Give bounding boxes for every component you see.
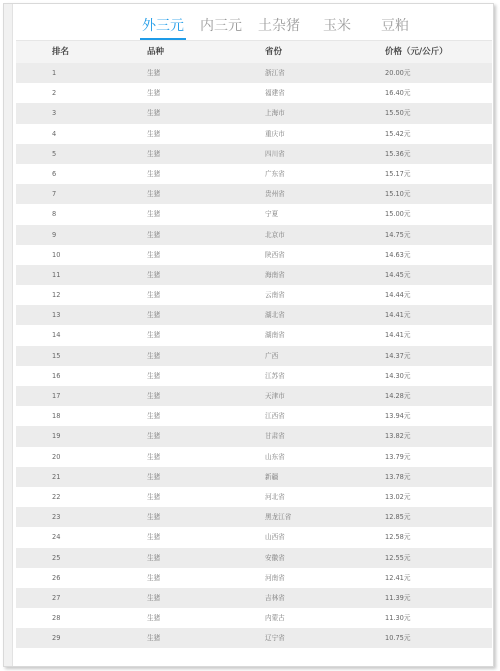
rank-cell: 14 (52, 331, 61, 340)
table-row (16, 245, 492, 265)
tab-corn[interactable]: 玉米 (323, 18, 351, 34)
rank-cell: 19 (52, 432, 61, 441)
rank-cell: 25 (52, 553, 61, 562)
table-row (16, 124, 492, 144)
price-cell: 11.30元 (385, 614, 411, 623)
table-row (16, 426, 492, 446)
table-row (16, 447, 492, 467)
tab-nei-san-yuan[interactable]: 内三元 (200, 18, 242, 34)
table-row (16, 184, 492, 204)
province-cell: 北京市 (265, 230, 285, 239)
province-cell: 四川省 (265, 149, 285, 158)
table-row (16, 83, 492, 103)
rank-cell: 11 (52, 270, 61, 279)
price-cell: 14.37元 (385, 351, 411, 360)
table-row (16, 225, 492, 245)
breed-cell: 生猪 (147, 169, 161, 178)
tab-wai-san-yuan[interactable]: 外三元 (134, 16, 192, 38)
price-cell: 15.00元 (385, 210, 411, 219)
table-row (16, 164, 492, 184)
left-scroll-rail[interactable] (4, 4, 13, 666)
price-cell: 15.50元 (385, 109, 411, 118)
breed-cell: 生猪 (147, 573, 161, 582)
table-row (16, 507, 492, 527)
table-row (16, 487, 492, 507)
breed-cell: 生猪 (147, 270, 161, 279)
table-row (16, 406, 492, 426)
table-row (16, 527, 492, 547)
rank-cell: 29 (52, 634, 61, 643)
province-cell: 山西省 (265, 533, 285, 542)
province-cell: 湖北省 (265, 311, 285, 320)
province-cell: 江苏省 (265, 371, 285, 380)
breed-cell: 生猪 (147, 371, 161, 380)
breed-cell: 生猪 (147, 250, 161, 259)
rank-cell: 3 (52, 109, 57, 118)
breed-cell: 生猪 (147, 513, 161, 522)
price-cell: 14.41元 (385, 311, 411, 320)
price-cell: 15.42元 (385, 129, 411, 138)
rank-cell: 27 (52, 593, 61, 602)
table-row (16, 467, 492, 487)
price-cell: 10.75元 (385, 634, 411, 643)
price-cell: 12.41元 (385, 573, 411, 582)
price-cell: 15.10元 (385, 190, 411, 199)
breed-cell: 生猪 (147, 109, 161, 118)
breed-cell: 生猪 (147, 614, 161, 623)
price-cell: 14.28元 (385, 392, 411, 400)
price-cell: 12.85元 (385, 513, 411, 522)
price-cell: 13.94元 (385, 412, 411, 421)
table-row (16, 63, 492, 83)
rank-cell: 1 (52, 69, 57, 77)
rank-cell: 10 (52, 250, 61, 259)
breed-cell: 生猪 (147, 553, 161, 562)
rank-cell: 6 (52, 169, 57, 178)
price-cell: 14.45元 (385, 270, 411, 279)
breed-cell: 生猪 (147, 351, 161, 360)
rank-cell: 2 (52, 89, 57, 98)
price-cell: 20.00元 (385, 69, 411, 77)
province-cell: 甘肃省 (265, 432, 285, 441)
breed-cell: 生猪 (147, 392, 161, 400)
province-cell: 辽宁省 (265, 634, 285, 643)
province-cell: 江西省 (265, 412, 285, 421)
province-cell: 河北省 (265, 492, 285, 501)
rank-cell: 4 (52, 129, 57, 138)
breed-cell: 生猪 (147, 311, 161, 320)
province-cell: 浙江省 (265, 69, 285, 77)
rank-cell: 17 (52, 392, 61, 400)
rank-cell: 16 (52, 371, 61, 380)
breed-cell: 生猪 (147, 149, 161, 158)
price-cell: 14.75元 (385, 230, 411, 239)
price-cell: 13.78元 (385, 472, 411, 481)
breed-cell: 生猪 (147, 492, 161, 501)
breed-cell: 生猪 (147, 593, 161, 602)
table-row (16, 305, 492, 325)
commodity-tabs (134, 16, 424, 38)
breed-cell: 生猪 (147, 452, 161, 461)
rank-cell: 9 (52, 230, 57, 239)
header-rank: 排名 (52, 47, 70, 57)
price-cell: 15.17元 (385, 169, 411, 178)
province-cell: 吉林省 (265, 593, 285, 602)
rank-cell: 23 (52, 513, 61, 522)
price-cell: 14.41元 (385, 331, 411, 340)
price-ranking-panel (3, 3, 494, 667)
breed-cell: 生猪 (147, 210, 161, 219)
breed-cell: 生猪 (147, 533, 161, 542)
breed-cell: 生猪 (147, 129, 161, 138)
price-cell: 15.36元 (385, 149, 411, 158)
rank-cell: 28 (52, 614, 61, 623)
table-row (16, 588, 492, 608)
header-province: 省份 (265, 47, 283, 57)
price-cell: 13.79元 (385, 452, 411, 461)
rank-cell: 5 (52, 149, 57, 158)
province-cell: 黑龙江省 (265, 513, 292, 522)
breed-cell: 生猪 (147, 634, 161, 643)
table-row (16, 285, 492, 305)
table-row (16, 346, 492, 366)
price-cell: 16.40元 (385, 89, 411, 98)
table-row (16, 103, 492, 123)
province-cell: 新疆 (265, 472, 279, 481)
rank-cell: 7 (52, 190, 57, 199)
table-row (16, 265, 492, 285)
rank-cell: 24 (52, 533, 61, 542)
breed-cell: 生猪 (147, 291, 161, 300)
breed-cell: 生猪 (147, 331, 161, 340)
price-cell: 13.02元 (385, 492, 411, 501)
province-cell: 福建省 (265, 89, 285, 98)
rank-cell: 8 (52, 210, 57, 219)
breed-cell: 生猪 (147, 412, 161, 421)
breed-cell: 生猪 (147, 432, 161, 441)
price-cell: 14.63元 (385, 250, 411, 259)
rank-cell: 18 (52, 412, 61, 421)
price-cell: 14.30元 (385, 371, 411, 380)
province-cell: 天津市 (265, 392, 285, 400)
price-cell: 12.58元 (385, 533, 411, 542)
breed-cell: 生猪 (147, 89, 161, 98)
breed-cell: 生猪 (147, 472, 161, 481)
province-cell: 河南省 (265, 573, 285, 582)
breed-cell: 生猪 (147, 230, 161, 239)
province-cell: 陕西省 (265, 250, 285, 259)
price-cell: 12.55元 (385, 553, 411, 562)
province-cell: 安徽省 (265, 553, 285, 562)
province-cell: 上海市 (265, 109, 285, 118)
province-cell: 山东省 (265, 452, 285, 461)
table-row (16, 386, 492, 406)
header-price: 价格（元/公斤） (385, 47, 448, 57)
province-cell: 内蒙古 (265, 614, 285, 623)
table-row (16, 568, 492, 588)
table-row (16, 548, 492, 568)
table-row (16, 204, 492, 224)
price-cell: 11.39元 (385, 593, 411, 602)
tab-tu-za-zhu[interactable]: 土杂猪 (258, 18, 300, 34)
breed-cell: 生猪 (147, 69, 161, 77)
price-cell: 13.82元 (385, 432, 411, 441)
province-cell: 广东省 (265, 169, 285, 178)
table-row (16, 608, 492, 628)
province-cell: 湖南省 (265, 331, 285, 340)
province-cell: 重庆市 (265, 129, 285, 138)
rank-cell: 13 (52, 311, 61, 320)
table-header (16, 40, 492, 64)
rank-cell: 15 (52, 351, 61, 360)
table-row (16, 628, 492, 648)
table-row (16, 144, 492, 164)
price-cell: 14.44元 (385, 291, 411, 300)
rank-cell: 22 (52, 492, 61, 501)
rank-cell: 20 (52, 452, 61, 461)
rank-cell: 21 (52, 472, 61, 481)
table-row (16, 366, 492, 386)
header-breed: 品种 (147, 47, 165, 57)
ranking-table-body (16, 63, 492, 648)
province-cell: 贵州省 (265, 190, 285, 199)
province-cell: 海南省 (265, 270, 285, 279)
province-cell: 宁夏 (265, 210, 279, 219)
province-cell: 广西 (265, 351, 279, 360)
rank-cell: 12 (52, 291, 61, 300)
breed-cell: 生猪 (147, 190, 161, 199)
tab-soybean-meal[interactable]: 豆粕 (381, 18, 409, 34)
rank-cell: 26 (52, 573, 61, 582)
table-row (16, 325, 492, 345)
province-cell: 云南省 (265, 291, 285, 300)
